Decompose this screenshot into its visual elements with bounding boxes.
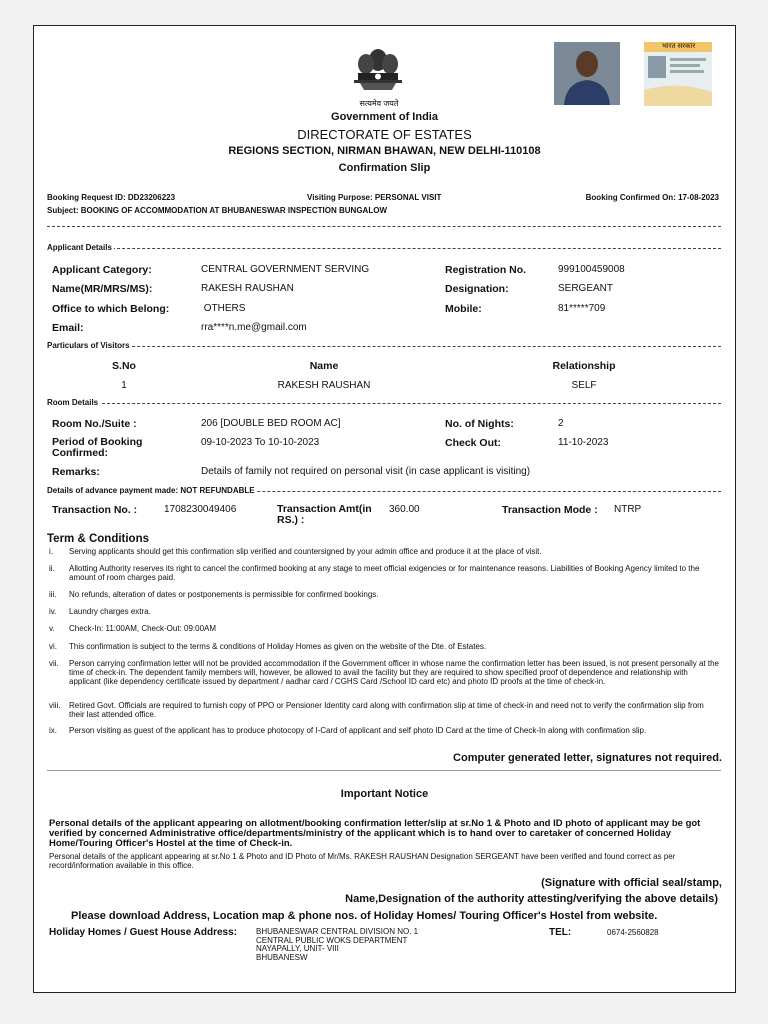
government-title: Government of India	[331, 111, 438, 123]
nights-label: No. of Nights:	[445, 418, 514, 430]
mobile-label: Mobile:	[445, 303, 482, 315]
designation-label: Designation:	[445, 283, 509, 295]
notice-title: Important Notice	[340, 788, 429, 800]
directorate-title: DIRECTORATE OF ESTATES	[297, 127, 472, 142]
room-value: 206 [DOUBLE BED ROOM AC]	[201, 418, 341, 429]
emblem-motto: सत्यमेव जयते	[359, 99, 399, 108]
txn-amt-label: Transaction Amt(in RS.) :	[277, 503, 372, 526]
applicant-photo	[554, 42, 620, 105]
section-room-details: Room Details	[47, 398, 99, 407]
term-text: Person visiting as guest of the applicant has to produce photocopy of I-Card of applicant and self photo ID Card at the time of Check-In along with confirmation slip.	[69, 726, 647, 735]
section-applicant-details: Applicant Details	[47, 243, 112, 252]
download-note: Please download Address, Location map & phone nos. of Holiday Homes/ Touring Officer's Hostel from website.	[71, 910, 658, 922]
computer-generated-note: Computer generated letter, signatures not required.	[453, 752, 722, 764]
booking-subject: Subject: BOOKING OF ACCOMMODATION AT BHUBANESWAR INSPECTION BUNGALOW	[47, 206, 387, 215]
period-value: 09-10-2023 To 10-10-2023	[201, 437, 320, 448]
signature-line-1: (Signature with official seal/stamp,	[541, 877, 722, 889]
address-line: NAYAPALLY, UNIT- VIII	[256, 944, 339, 953]
visitors-header-sno: S.No	[112, 360, 136, 372]
term-number: iv.	[49, 607, 57, 616]
term-text: Person carrying confirmation letter will not be provided accommodation if the Government officer in whose name the confirmation letter has been issued, is not present personally at the time of check-in. The dependent family members will, however, be allowed to avail the facility but they are required to show specified proof of dependence and relationship with applicant (like dependency certificate issued by department / aadhar card / CGHS Card /School ID card etc) and photo ID proofs at the time of check-in.	[69, 659, 719, 686]
term-number: ii.	[49, 564, 55, 573]
remarks-value: Details of family not required on personal visit (in case applicant is visiting)	[201, 466, 531, 477]
divider	[47, 226, 721, 227]
term-text: Check-In: 11:00AM, Check-Out: 09:00AM	[69, 624, 217, 633]
address-line: CENTRAL PUBLIC WOKS DEPARTMENT	[256, 935, 408, 945]
confirmation-slip-page	[33, 25, 736, 993]
checkout-value: 11-10-2023	[558, 437, 609, 448]
term-text: Serving applicants should get this confirmation slip verified and countersigned by your admin office and produce it at the place of visit.	[69, 547, 542, 556]
office-value: OTHERS	[201, 303, 246, 314]
divider	[47, 770, 721, 771]
email-label: Email:	[52, 322, 84, 334]
slip-title: Confirmation Slip	[338, 162, 431, 174]
id-card-photo	[644, 42, 712, 106]
term-number: iii.	[49, 590, 57, 599]
visitors-header-name: Name	[309, 360, 339, 372]
checkout-label: Check Out:	[445, 437, 502, 449]
remarks-label: Remarks:	[52, 466, 100, 478]
address-line: BHUBANESWAR CENTRAL DIVISION NO. 1	[256, 927, 419, 936]
period-label: Period of Booking Confirmed:	[52, 436, 143, 459]
txn-mode-label: Transaction Mode :	[502, 504, 598, 516]
visiting-purpose: Visiting Purpose: PERSONAL VISIT	[307, 193, 442, 202]
designation-value: SERGEANT	[558, 283, 614, 294]
notice-bold-paragraph: Personal details of the applicant appearing on allotment/booking confirmation letter/slip at sr.No 1 & Photo and ID photo of applicant may be got verified by concerned Administrative office/departments/ministry of the applicant which is to hand over to caretaker of concerned Holiday Home/Touring Officer's Hostel at the time of Check-in.	[49, 818, 701, 849]
term-text: Allotting Authority reserves its right to cancel the confirmed booking at any stage to meet official exigencies or for maintenance reasons. Liabilities of Booking Agency limited to the amount of room charges paid.	[69, 564, 700, 582]
section-visitors: Particulars of Visitors	[47, 341, 130, 350]
terms-title: Term & Conditions	[47, 533, 150, 545]
divider	[47, 248, 721, 249]
booking-request-id: Booking Request ID: DD23206223	[47, 193, 176, 202]
visitor-sno: 1	[121, 380, 127, 391]
tel-value: 0674-2560828	[607, 928, 659, 937]
visitor-relationship: SELF	[571, 380, 597, 391]
applicant-category-label: Applicant Category:	[52, 264, 152, 276]
txn-no-label: Transaction No. :	[52, 504, 138, 516]
booking-confirmed-on: Booking Confirmed On: 17-08-2023	[585, 193, 719, 202]
txn-mode-value: NTRP	[614, 504, 642, 515]
mobile-value: 81*****709	[558, 303, 606, 314]
term-number: i.	[49, 547, 53, 556]
divider	[47, 403, 721, 404]
address-label: Holiday Homes / Guest House Address:	[49, 927, 238, 938]
section-payment: Details of advance payment made: NOT REFUNDABLE	[47, 486, 255, 495]
name-label: Name(MR/MRS/MS):	[52, 283, 153, 295]
term-number: vii.	[49, 659, 59, 668]
term-text: This confirmation is subject to the terms & conditions of Holiday Homes as given on the website of the Dte. of Estates.	[69, 642, 487, 651]
signature-line-2: Name,Designation of the authority attesting/verifying the above details)	[345, 893, 718, 905]
address-block	[256, 928, 418, 962]
visitor-name: RAKESH RAUSHAN	[277, 380, 371, 391]
room-label: Room No./Suite :	[52, 418, 137, 430]
visitors-header-relationship: Relationship	[552, 360, 616, 372]
txn-no-value: 1708230049406	[164, 504, 237, 515]
name-value: RAKESH RAUSHAN	[201, 283, 294, 294]
registration-value: 999100459008	[558, 264, 625, 275]
divider	[47, 346, 721, 347]
registration-label: Registration No.	[445, 264, 527, 276]
national-emblem-icon	[348, 40, 408, 106]
term-text: Laundry charges extra.	[69, 607, 151, 616]
office-label: Office to which Belong:	[52, 303, 170, 315]
applicant-category-value: CENTRAL GOVERNMENT SERVING	[201, 264, 370, 275]
notice-paragraph: Personal details of the applicant appearing at sr.No 1 & Photo and ID Photo of Mr/Ms. RAKESH RAUSHAN Designation SERGEANT have been verified and found correct as per record/information available in this office.	[49, 852, 676, 870]
directorate-address: REGIONS SECTION, NIRMAN BHAWAN, NEW DELHI-110108	[228, 145, 541, 157]
term-number: viii.	[49, 701, 61, 710]
term-number: ix.	[49, 726, 57, 735]
address-line: BHUBANESW	[256, 952, 308, 962]
id-card-text: भारत सरकार	[662, 43, 696, 50]
email-value: rra****n.me@gmail.com	[201, 322, 307, 333]
tel-label: TEL:	[549, 927, 572, 938]
term-number: vi.	[49, 642, 57, 651]
term-text: Retired Govt. Officials are required to furnish copy of PPO or Pensioner Identity card along with confirmation slip at time of check-in and need not to verify the confirmation slip from their last attended office.	[69, 701, 704, 719]
txn-amt-value: 360.00	[389, 504, 420, 515]
nights-value: 2	[558, 418, 564, 429]
term-number: v.	[49, 624, 55, 633]
term-text: No refunds, alteration of dates or postponements is permissible for confirmed bookings.	[69, 590, 379, 599]
